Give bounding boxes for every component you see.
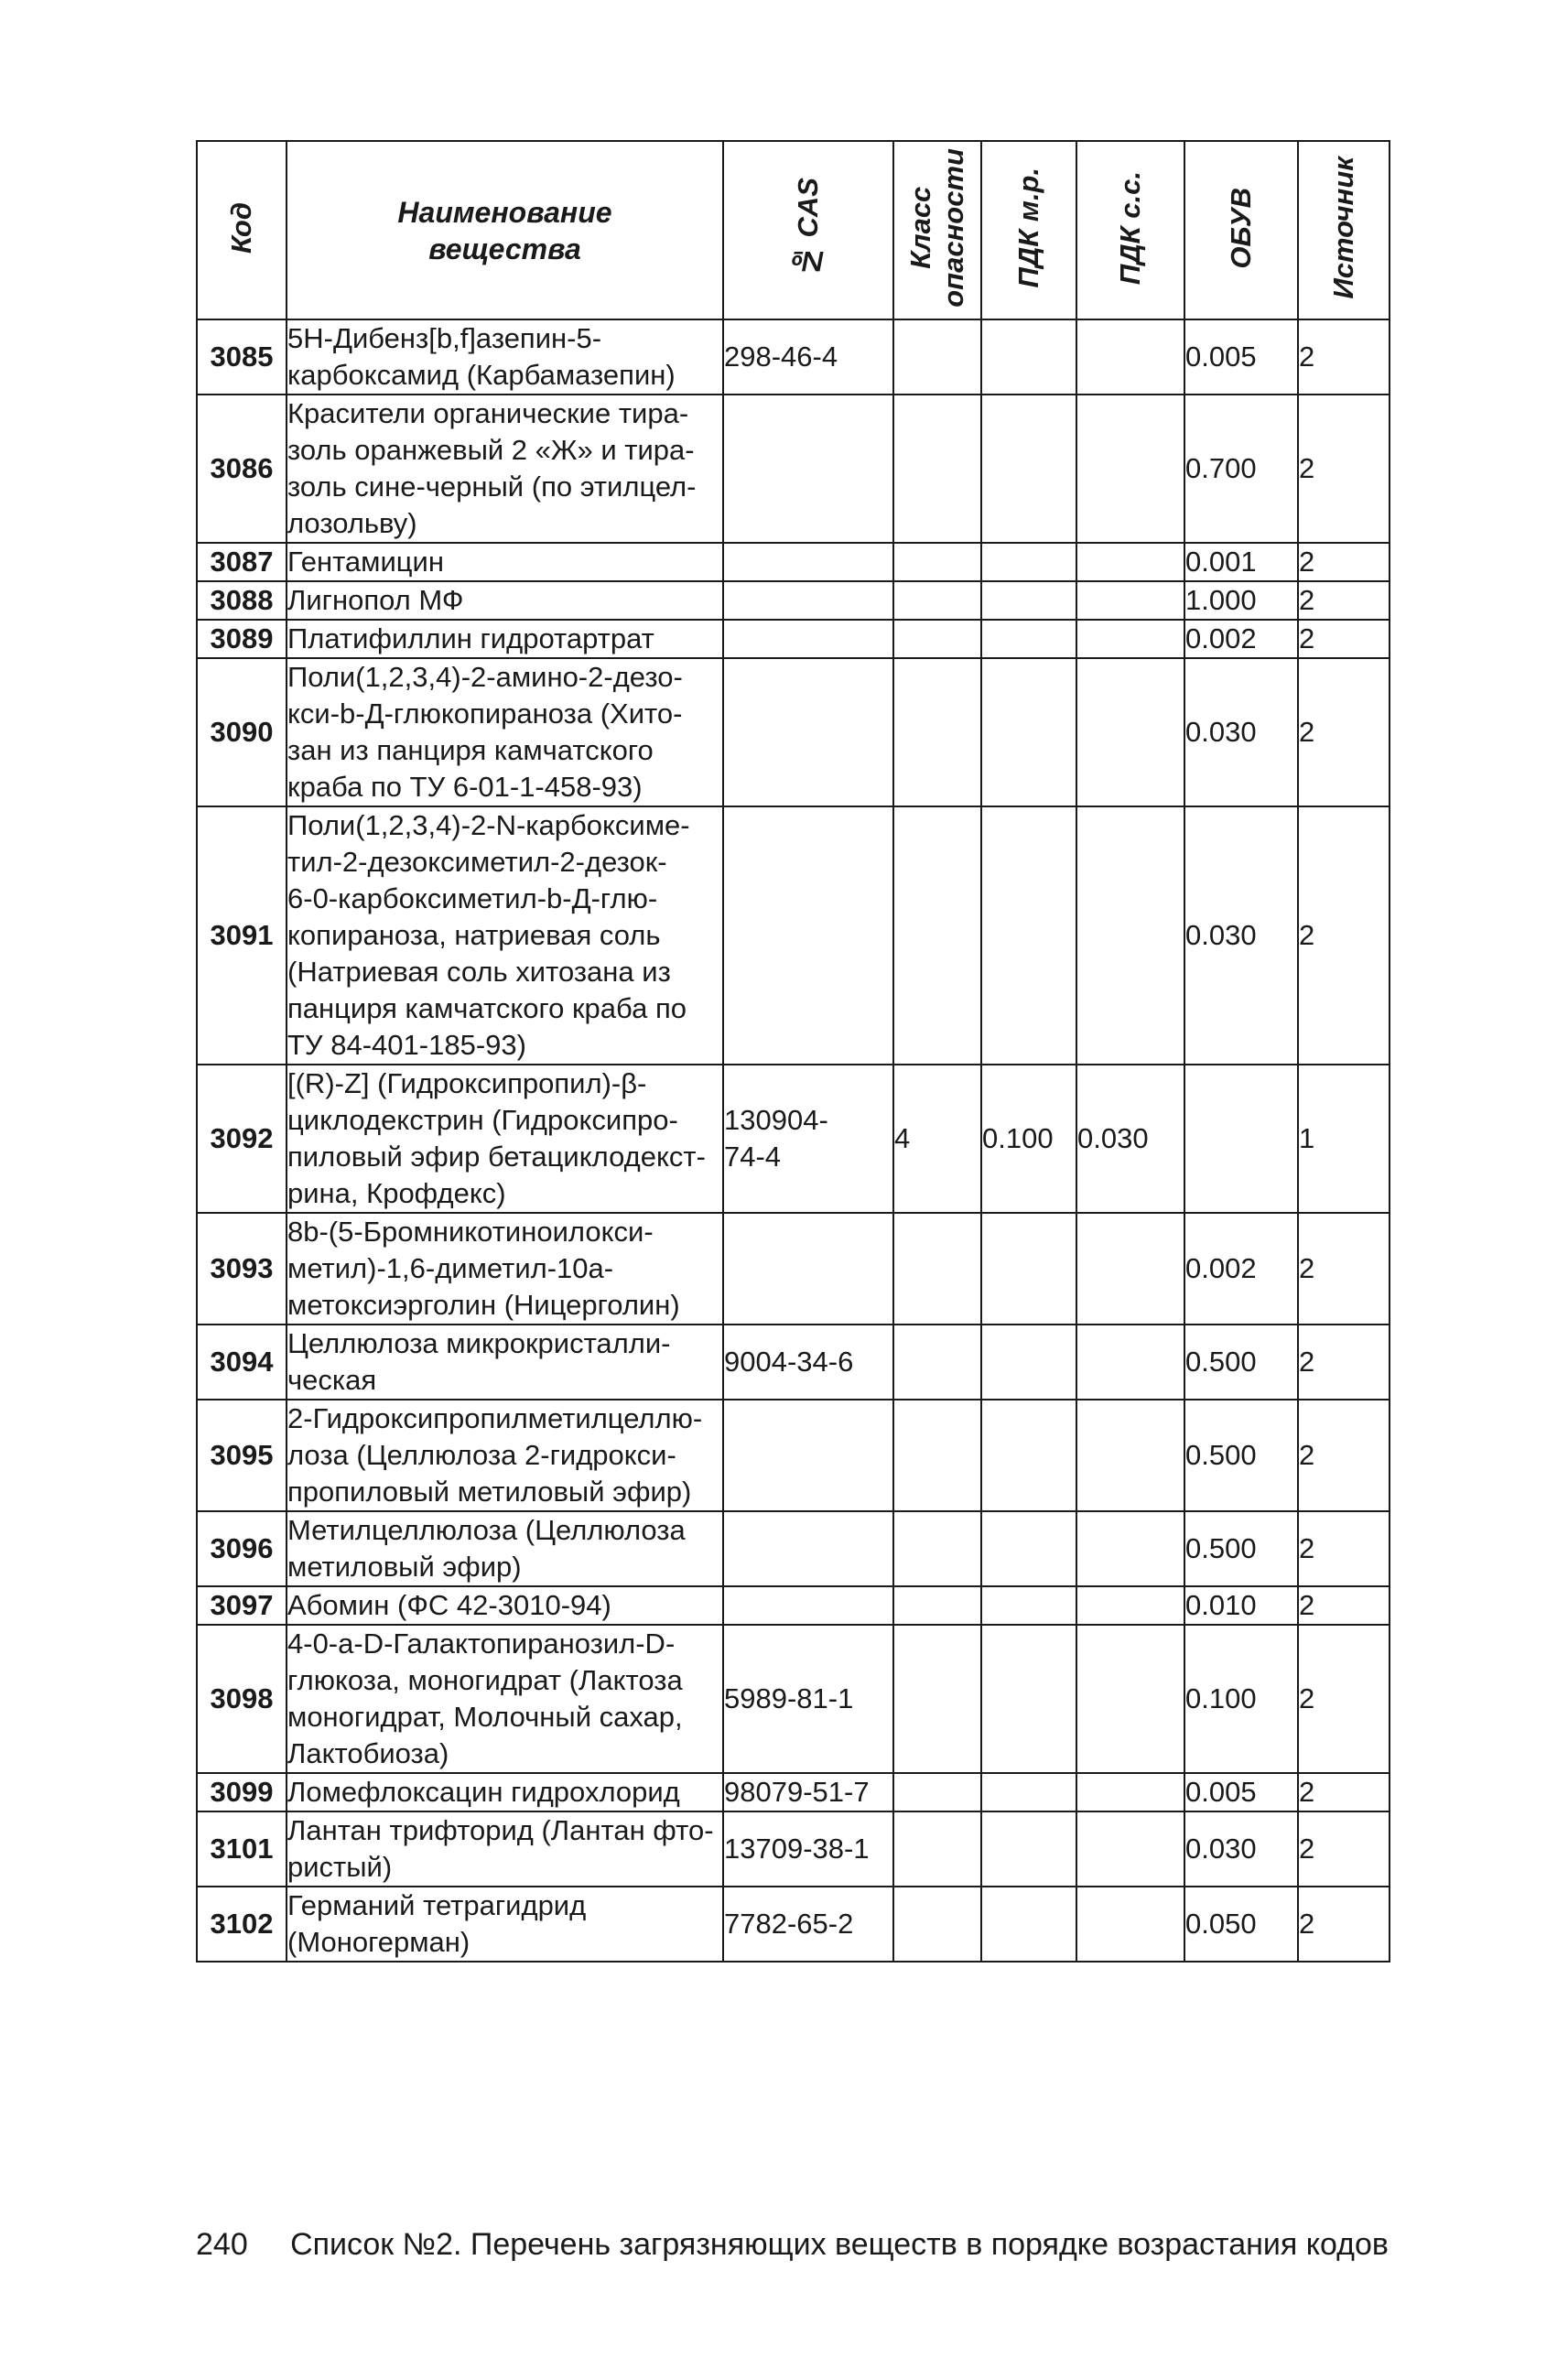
table-row (197, 1213, 1390, 1325)
cell-pdk-ss (1076, 1586, 1184, 1625)
cell-cas (723, 1400, 893, 1511)
cell-cas (723, 395, 893, 543)
cell-code: 3088 (197, 581, 287, 620)
cell-pdk-ss (1076, 543, 1184, 581)
cell-obuv: 0.050 (1184, 1887, 1298, 1962)
cell-pdk-mr (981, 1511, 1076, 1586)
cell-pdk-mr (981, 1773, 1076, 1811)
cell-code: 3095 (197, 1400, 287, 1511)
cell-name: Красители органические тира- золь оранжевый 2 «Ж» и тира- золь сине-черный (по этилцел- лозольву) (287, 395, 723, 543)
table-body (197, 319, 1390, 1962)
cell-code: 3089 (197, 620, 287, 658)
cell-code: 3099 (197, 1773, 287, 1811)
cell-name: [(R)-Z] (Гидроксипропил)-β- циклодекстрин (Гидроксипро- пиловый эфир бетациклодекст- рина, Крофдекс) (287, 1065, 723, 1213)
cell-pdk-mr (981, 620, 1076, 658)
table-row (197, 395, 1390, 543)
header-code: Код (197, 141, 287, 319)
cell-pdk-mr: 0.100 (981, 1065, 1076, 1213)
cell-code: 3092 (197, 1065, 287, 1213)
cell-pdk-mr (981, 1625, 1076, 1773)
cell-name: Германий тетрагидрид (Моногерман) (287, 1887, 723, 1962)
table-row (197, 1065, 1390, 1213)
cell-source: 2 (1298, 1887, 1390, 1962)
cell-pdk-ss (1076, 658, 1184, 806)
cell-source: 2 (1298, 1511, 1390, 1586)
cell-obuv: 0.030 (1184, 1811, 1298, 1887)
cell-pdk-mr (981, 1586, 1076, 1625)
header-hazard-class: Класс опасности (893, 141, 981, 319)
cell-source: 1 (1298, 1065, 1390, 1213)
table-row (197, 1511, 1390, 1586)
cell-source: 2 (1298, 1811, 1390, 1887)
cell-pdk-mr (981, 1213, 1076, 1325)
cell-obuv: 0.100 (1184, 1625, 1298, 1773)
cell-hazard-class (893, 806, 981, 1065)
cell-cas: 5989-81-1 (723, 1625, 893, 1773)
cell-code: 3098 (197, 1625, 287, 1773)
cell-name: 2-Гидроксипропилметилцеллю- лоза (Целлюлоза 2-гидрокси- пропиловый метиловый эфир) (287, 1400, 723, 1511)
table-row (197, 1586, 1390, 1625)
cell-cas (723, 581, 893, 620)
cell-obuv: 0.030 (1184, 806, 1298, 1065)
cell-pdk-mr (981, 1325, 1076, 1400)
page-caption: Список №2. Перечень загрязняющих веществ в порядке возрастания кодов (290, 2227, 1389, 2262)
cell-name: Абомин (ФС 42-3010-94) (287, 1586, 723, 1625)
cell-pdk-mr (981, 319, 1076, 395)
table-row (197, 581, 1390, 620)
cell-code: 3093 (197, 1213, 287, 1325)
cell-cas (723, 1586, 893, 1625)
cell-obuv: 0.005 (1184, 319, 1298, 395)
cell-obuv: 0.001 (1184, 543, 1298, 581)
cell-hazard-class: 4 (893, 1065, 981, 1213)
table-row (197, 1887, 1390, 1962)
cell-cas: 13709-38-1 (723, 1811, 893, 1887)
cell-source: 2 (1298, 620, 1390, 658)
cell-source: 2 (1298, 1773, 1390, 1811)
header-row (197, 141, 1390, 319)
cell-pdk-mr (981, 1887, 1076, 1962)
cell-obuv: 0.500 (1184, 1325, 1298, 1400)
cell-name: Поли(1,2,3,4)-2-N-карбоксиме- тил-2-дезоксиметил-2-дезок- 6-0-карбоксиметил-b-Д-глю- копираноза, натриевая соль (Натриевая соль хитозана из панциря камчатского краба по ТУ 84-401-185-93) (287, 806, 723, 1065)
cell-name: Лигнопол МФ (287, 581, 723, 620)
page-number: 240 (196, 2227, 248, 2262)
cell-pdk-ss (1076, 1400, 1184, 1511)
cell-pdk-ss (1076, 1213, 1184, 1325)
cell-source: 2 (1298, 395, 1390, 543)
cell-code: 3090 (197, 658, 287, 806)
cell-cas (723, 543, 893, 581)
cell-hazard-class (893, 1887, 981, 1962)
cell-name: 8b-(5-Бромникотиноилокси- метил)-1,6-диметил-10a- метоксиэрголин (Ницерголин) (287, 1213, 723, 1325)
cell-pdk-ss (1076, 319, 1184, 395)
cell-name: Ломефлоксацин гидрохлорид (287, 1773, 723, 1811)
cell-hazard-class (893, 1213, 981, 1325)
cell-name: Метилцеллюлоза (Целлюлоза метиловый эфир) (287, 1511, 723, 1586)
cell-hazard-class (893, 395, 981, 543)
cell-pdk-mr (981, 658, 1076, 806)
cell-name: Гентамицин (287, 543, 723, 581)
cell-code: 3096 (197, 1511, 287, 1586)
cell-cas (723, 806, 893, 1065)
header-pdk-mr: ПДК м.р. (981, 141, 1076, 319)
cell-obuv (1184, 1065, 1298, 1213)
cell-cas (723, 1511, 893, 1586)
table-row (197, 1325, 1390, 1400)
header-pdk-ss: ПДК с.с. (1076, 141, 1184, 319)
table-row (197, 319, 1390, 395)
cell-hazard-class (893, 1773, 981, 1811)
header-obuv: ОБУВ (1184, 141, 1298, 319)
cell-code: 3086 (197, 395, 287, 543)
cell-pdk-mr (981, 543, 1076, 581)
cell-hazard-class (893, 581, 981, 620)
cell-pdk-ss (1076, 581, 1184, 620)
header-source: Источник (1298, 141, 1390, 319)
table-row (197, 620, 1390, 658)
cell-hazard-class (893, 1511, 981, 1586)
cell-pdk-mr (981, 581, 1076, 620)
cell-pdk-ss (1076, 1511, 1184, 1586)
cell-obuv: 0.002 (1184, 620, 1298, 658)
cell-code: 3097 (197, 1586, 287, 1625)
cell-pdk-ss (1076, 620, 1184, 658)
cell-code: 3085 (197, 319, 287, 395)
cell-obuv: 0.010 (1184, 1586, 1298, 1625)
cell-name: Лантан трифторид (Лантан фто- ристый) (287, 1811, 723, 1887)
cell-cas: 130904- 74-4 (723, 1065, 893, 1213)
cell-obuv: 0.500 (1184, 1511, 1298, 1586)
cell-name: Целлюлоза микрокристалли- ческая (287, 1325, 723, 1400)
cell-pdk-ss (1076, 1811, 1184, 1887)
cell-source: 2 (1298, 319, 1390, 395)
cell-source: 2 (1298, 658, 1390, 806)
cell-obuv: 0.002 (1184, 1213, 1298, 1325)
cell-hazard-class (893, 1400, 981, 1511)
cell-hazard-class (893, 1325, 981, 1400)
cell-cas (723, 1213, 893, 1325)
cell-cas: 98079-51-7 (723, 1773, 893, 1811)
cell-name: 4-0-a-D-Галактопиранозил-D- глюкоза, моногидрат (Лактоза моногидрат, Молочный сахар, Лактобиоза) (287, 1625, 723, 1773)
cell-pdk-mr (981, 1811, 1076, 1887)
cell-name: Поли(1,2,3,4)-2-амино-2-дезо- кси-b-Д-глюкопираноза (Хито- зан из панциря камчатского краба по ТУ 6-01-1-458-93) (287, 658, 723, 806)
cell-hazard-class (893, 1586, 981, 1625)
cell-code: 3087 (197, 543, 287, 581)
header-name: Наименование вещества (287, 141, 723, 319)
substances-table (196, 140, 1390, 1963)
cell-code: 3101 (197, 1811, 287, 1887)
cell-cas (723, 620, 893, 658)
cell-cas: 9004-34-6 (723, 1325, 893, 1400)
cell-source: 2 (1298, 1400, 1390, 1511)
cell-source: 2 (1298, 1625, 1390, 1773)
cell-hazard-class (893, 620, 981, 658)
cell-source: 2 (1298, 1325, 1390, 1400)
cell-pdk-ss (1076, 1325, 1184, 1400)
cell-pdk-ss (1076, 1625, 1184, 1773)
cell-name: 5H-Дибенз[b,f]азепин-5- карбоксамид (Карбамазепин) (287, 319, 723, 395)
table-row (197, 1625, 1390, 1773)
cell-pdk-mr (981, 395, 1076, 543)
cell-pdk-ss (1076, 1773, 1184, 1811)
table-row (197, 543, 1390, 581)
cell-pdk-mr (981, 1400, 1076, 1511)
table-row (197, 658, 1390, 806)
cell-obuv: 0.005 (1184, 1773, 1298, 1811)
cell-cas: 7782-65-2 (723, 1887, 893, 1962)
cell-hazard-class (893, 319, 981, 395)
cell-name: Платифиллин гидротартрат (287, 620, 723, 658)
table-row (197, 1400, 1390, 1511)
cell-source: 2 (1298, 806, 1390, 1065)
cell-obuv: 1.000 (1184, 581, 1298, 620)
cell-obuv: 0.030 (1184, 658, 1298, 806)
cell-pdk-mr (981, 806, 1076, 1065)
cell-code: 3094 (197, 1325, 287, 1400)
cell-source: 2 (1298, 1213, 1390, 1325)
cell-source: 2 (1298, 581, 1390, 620)
cell-cas (723, 658, 893, 806)
cell-code: 3102 (197, 1887, 287, 1962)
cell-source: 2 (1298, 543, 1390, 581)
cell-pdk-ss (1076, 1887, 1184, 1962)
cell-pdk-ss: 0.030 (1076, 1065, 1184, 1213)
table-row (197, 806, 1390, 1065)
cell-hazard-class (893, 1811, 981, 1887)
cell-code: 3091 (197, 806, 287, 1065)
cell-hazard-class (893, 1625, 981, 1773)
cell-hazard-class (893, 658, 981, 806)
cell-obuv: 0.700 (1184, 395, 1298, 543)
header-cas: № CAS (723, 141, 893, 319)
cell-pdk-ss (1076, 395, 1184, 543)
cell-source: 2 (1298, 1586, 1390, 1625)
cell-cas: 298-46-4 (723, 319, 893, 395)
table-row (197, 1811, 1390, 1887)
cell-hazard-class (893, 543, 981, 581)
cell-obuv: 0.500 (1184, 1400, 1298, 1511)
table-row (197, 1773, 1390, 1811)
cell-pdk-ss (1076, 806, 1184, 1065)
